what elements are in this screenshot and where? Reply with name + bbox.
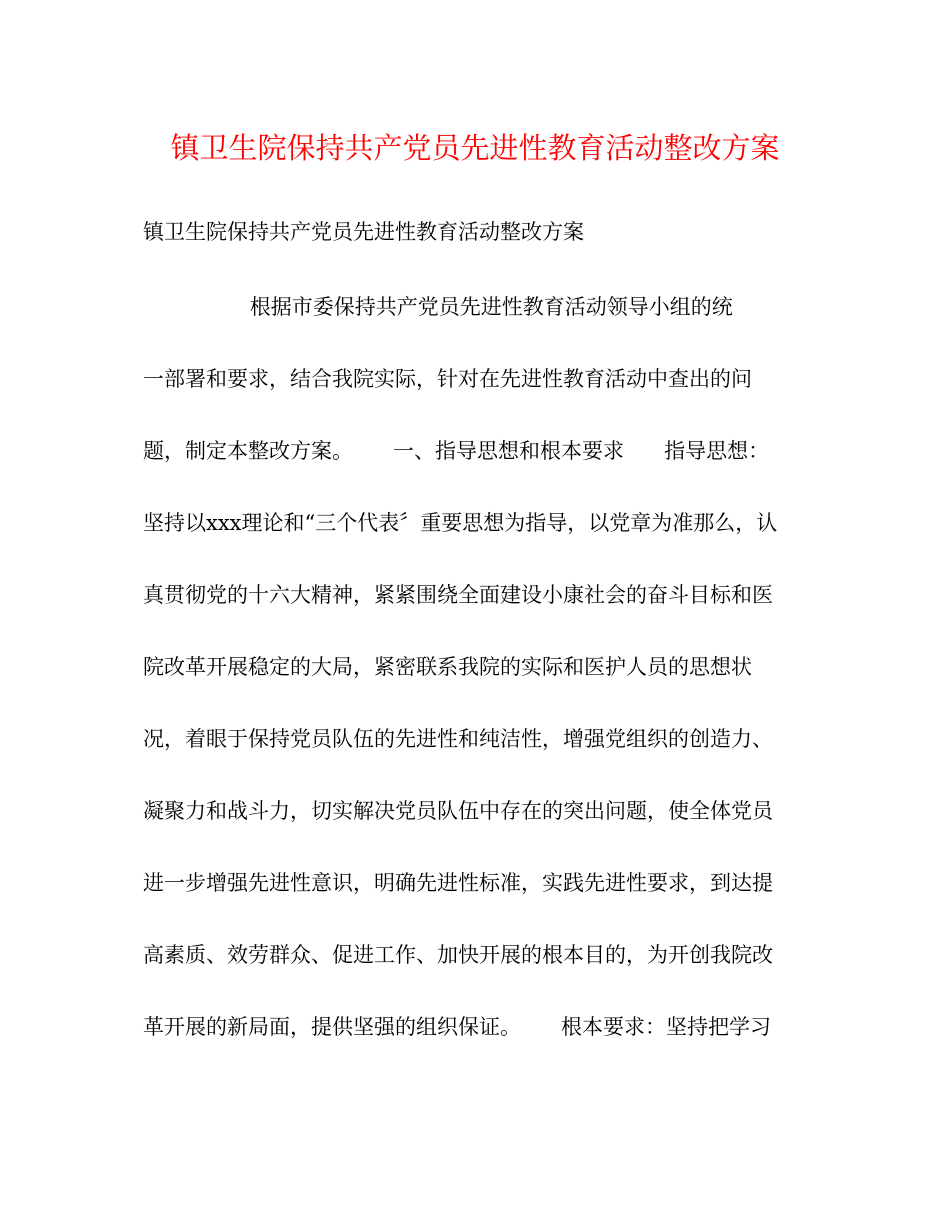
body-line: 题，制定本整改方案。 一、指导思想和根本要求 指导思想： [143,439,770,463]
body-line: 高素质、效劳群众、促进工作、加快开展的根本目的，为开创我院改 [143,943,773,967]
body-line: 坚持以xxx理论和“三个代表〞重要思想为指导，以党章为准那么，认 [143,511,778,535]
body-line: 真贯彻党的十六大精神，紧紧围绕全面建设小康社会的奋斗目标和医 [143,583,773,607]
body-line: 院改革开展稳定的大局，紧密联系我院的实际和医护人员的思想状 [143,655,752,679]
body-line: 凝聚力和战斗力，切实解决党员队伍中存在的突出问题，使全体党员 [143,799,773,823]
body-line: 一部署和要求，结合我院实际，针对在先进性教育活动中查出的问 [143,367,752,391]
body-line: 革开展的新局面，提供坚强的组织保证。 根本要求：坚持把学习 [143,1015,772,1039]
body-line: 况，着眼于保持党员队伍的先进性和纯洁性，增强党组织的创造力、 [143,727,773,751]
document-subtitle: 镇卫生院保持共产党员先进性教育活动整改方案 [143,220,584,244]
document-title: 镇卫生院保持共产党员先进性教育活动整改方案 [170,131,780,165]
body-line: 根据市委保持共产党员先进性教育活动领导小组的统 [143,295,733,319]
body-line: 进一步增强先进性意识，明确先进性标准，实践先进性要求，到达提 [143,871,773,895]
